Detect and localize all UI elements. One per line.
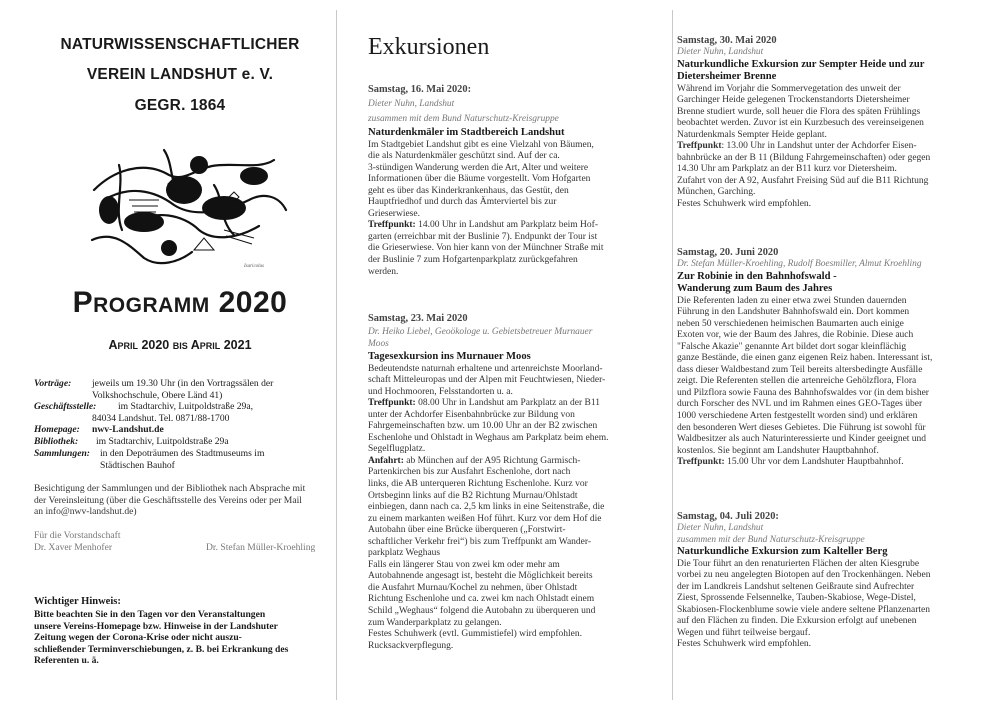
event-directions: Zufahrt von der A 92, Ausfahrt Freising Süd auf die B11 Richtung München, Garching. — [677, 175, 929, 198]
visit-note: Besichtigung der Sammlungen und der Bibliothek nach Absprache mit der Vereinsleitung (über die Geschäftsstelle des Vereins oder per Mail an info@nwv-landshut.de) — [34, 483, 306, 517]
board-label: Für die Vorstandschaft — [34, 530, 121, 541]
event-meeting-point: Treffpunkt: 08.00 Uhr in Landshut am Parkplatz an der B11 unter der Achdorfer Eisenbahnbrücke zur Bildung von Fahrgemeinschaften bzw. um 10.00 Uhr an der B2 zwischen Eschenlohe und Ohlstadt in Weghaus am Parkplatz beim ehem. Segelflugplatz. — [368, 398, 609, 455]
section-title: Exkursionen — [368, 34, 490, 60]
emblem-signature: Isaricolus — [244, 264, 264, 269]
event-traffic-note: Falls ein längerer Stau von zwei km oder mehr am Autobahnende angesagt ist, besteht die Möglichkeit bereits die Ausfahrt Murnau/Kochel zu nehmen, über Ohlstadt Richtung Eschenlohe und ca. zwei km nach Ohlstadt einem Schild „Weghaus“ folgend die Autobahn zu überqueren und zum Wanderparkplatz zu gelangen. — [368, 559, 596, 628]
event-equipment: Festes Schuhwerk (evtl. Gummistiefel) wird empfohlen. Rucksackverpflegung. — [368, 629, 582, 651]
board-name-2: Dr. Stefan Müller-Kroehling — [206, 542, 316, 553]
board-name-1: Dr. Xaver Menhofer — [34, 542, 113, 553]
event-date: Samstag, 30. Mai 2020 — [677, 35, 777, 46]
column-divider — [336, 10, 337, 700]
event-leader: Dr. Stefan Müller-Kroehling, Rudolf Boesmiller, Almut Kroehling — [677, 259, 922, 269]
event-partner: zusammen mit der Bund Naturschutz-Kreisgruppe — [677, 534, 865, 545]
event-title: Naturkundliche Exkursion zur Sempter Heide und zur Dietersheimer Brenne — [677, 58, 925, 82]
club-name-line1: NATURWISSENSCHAFTLICHER — [60, 36, 300, 53]
warning-text: Bitte beachten Sie in den Tagen vor den Veranstaltungen unsere Vereins-Homepage bzw. Hinweise in der Landshuter Zeitung wegen der Corona-Krise oder nicht auszu- schließender Terminverschiebungen, z. B. bei Erkrankung des Referenten u. ä. — [34, 609, 289, 666]
event-title: Tagesexkursion ins Murnauer Moos — [368, 351, 531, 362]
event-16-mai — [338, 84, 640, 278]
event-description: Im Stadtgebiet Landshut gibt es eine Vielzahl von Bäumen, die als Naturdenkmäler geschützt sind. Auf der ca. 3-stündigen Wanderung werden die Art, Alter und weitere Informationen über die Bäume vorgestellt. Vom Hofgarten geht es über das Kinderkrankenhaus, das Gestüt, den Hauptfriedhof und durch das Ämterviertel bis zur Grieserwiese. — [368, 139, 594, 219]
event-equipment: Festes Schuhwerk wird empfohlen. — [677, 639, 812, 650]
event-04-juli — [677, 511, 969, 651]
event-description: Die Referenten laden zu einer etwa zwei Stunden dauernden Führung in den Landshuter Bahnhofswald ein. Dort kommen neben 50 verschiedenen heimischen Baumarten auch einige Exoten vor, wie der Baum des Jahres, die Robinie. Diese auch "Falsche Akazie" genannte Art bildet dort sogar kleinflächig ganze Bestände, die einen ganz eigenen Reiz haben. Interessant ist, dass dieser Waldbestand zum Teil bereits altersbedingte Ausfälle zeigt. Die Referenten stellen die artenreiche Gehölzflora, Flora und Pilzflora sowie Fauna des Bahnhofswaldes vor (in dem bisher durch Forscher des NVL und im Rahmen eines GEO-Tages über 1000 verschiedene Arten festgestellt worden sind) und erklären den besonderen Wert dieses Gebietes. Die Führung ist sowohl für Waldbesitzer als auch Naturinteressierte und Kinder geeignet und kostenlos. Sie beginnt am Landshuter Hauptbahnhof. — [677, 295, 933, 456]
board-signatures — [34, 542, 330, 554]
programme-title: Programm 2020 — [72, 286, 288, 319]
event-20-juni — [677, 247, 969, 469]
event-meeting-point: Treffpunkt: 14.00 Uhr in Landshut am Parkplatz beim Hof- garten (erreichbar mit der Buslinie 7). Endpunkt der Tour ist die Grieserwiese. Von hier kann von der Münchner Straße mit der Buslinie 7 zum Hofgartenparkplatz zurückgefahren werden. — [368, 220, 604, 277]
event-date: Samstag, 16. Mai 2020: — [368, 84, 472, 95]
club-emblem-illustration — [74, 130, 294, 272]
club-name-line2: VEREIN LANDSHUT e. V. — [86, 66, 274, 83]
event-date: Samstag, 23. Mai 2020 — [368, 313, 468, 324]
programme-period: April 2020 bis April 2021 — [108, 338, 252, 352]
event-description: Die Tour führt an den renaturierten Flächen der alten Kiesgrube vorbei zu neu angelegten Biotopen auf den Trockenhängen. Neben der im Landkreis Landshut seltenen Geißraute sind Aufrechter Ziest, Sprossende Felsennelke, Tauben-Skabiose, Wege-Distel, Skabiosen-Flockenblume sowie viele andere seltene Pflanzenarten auf den Flächen zu finden. Die Exkursion erfolgt auf unebenen Wegen und führt teilweise bergauf. — [677, 558, 931, 638]
event-title: Naturdenkmäler im Stadtbereich Landshut — [368, 127, 565, 138]
event-leader: Dieter Nuhn, Landshut — [368, 99, 455, 109]
event-meeting-point: Treffpunkt: 15.00 Uhr vor dem Landshuter Hauptbahnhof. — [677, 457, 904, 468]
event-leader: Dr. Heiko Liebel, Geoökologe u. Gebietsbetreuer Murnauer Moos — [368, 327, 593, 349]
event-equipment: Festes Schuhwerk wird empfohlen. — [677, 198, 812, 209]
column-divider — [672, 10, 673, 700]
event-date: Samstag, 04. Juli 2020: — [677, 511, 779, 522]
event-description: Bedeutendste naturnah erhaltene und artenreichste Moorland- schaft Mitteleuropas und der Alpen mit Feuchtwiesen, Nieder- und Hochmooren, Felsstandorten u. a. — [368, 363, 606, 397]
event-meeting-point: Treffpunkt: 13.00 Uhr in Landshut unter der Achdorfer Eisen- bahnbrücke an der B 11 (Bildung Fahrgemeinschaften) oder gegen 14.30 Uhr am Parkplatz an der B11 kurz vor Dietersheim. — [677, 141, 931, 175]
event-title: Zur Robinie in den Bahnhofswald - Wanderung zum Baum des Jahres — [677, 270, 837, 294]
event-directions: Anfahrt: ab München auf der A95 Richtung Garmisch- Partenkirchen bis zur Ausfahrt Eschenlohe, dort nach links, die AB unterqueren Richtung Eschenlohe. Kurz vor Ortsbeginn links auf die B2 Richtung Murnau/Ohlstadt einbiegen, dann nach ca. 2,5 km links in eine Seitenstraße, die zu einem markanten weißen Hof führt. Kurz vor dem Hof die Autobahn über eine Brücke überqueren („Forstwirt- schaftlicher Verkehr frei“) bis zum Treffpunkt am Wander- parkplatz Weghaus — [368, 455, 605, 559]
warning-title: Wichtiger Hinweis: — [34, 596, 121, 607]
event-30-mai — [677, 35, 969, 211]
event-23-mai — [338, 313, 640, 652]
club-founded: GEGR. 1864 — [134, 97, 226, 114]
event-leader: Dieter Nuhn, Landshut — [677, 47, 764, 57]
event-leader: Dieter Nuhn, Landshut — [677, 523, 764, 533]
event-title: Naturkundliche Exkursion zum Kalteller Berg — [677, 546, 888, 557]
event-description: Während im Vorjahr die Sommervegetation des unweit der Garchinger Heide gelegenen Trockenstandorts Dietersheimer Brenne studiert wurde, soll heuer die Flora des späten Frühlings beobachtet werden. Zuvor ist ein Kurzbesuch des vereinseigenen Naturdenkmals Sempter Heide geplant. — [677, 83, 924, 140]
homepage-link[interactable]: nwv-Landshut.de — [92, 424, 164, 435]
event-date: Samstag, 20. Juni 2020 — [677, 247, 779, 258]
event-partner: zusammen mit dem Bund Naturschutz-Kreisgruppe — [368, 113, 559, 124]
